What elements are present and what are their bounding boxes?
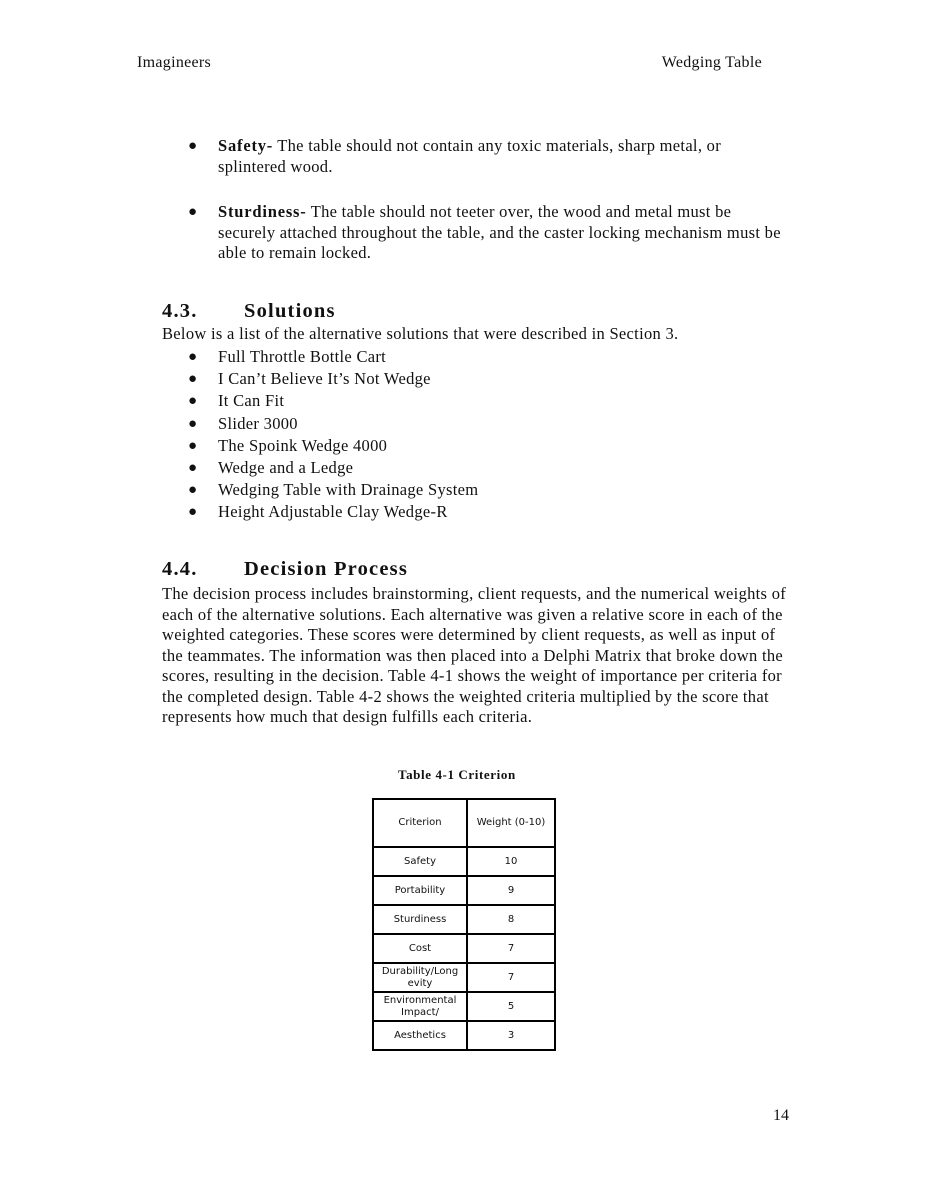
table-row (373, 905, 555, 934)
solutions-intro: Below is a list of the alternative solutions that were described in Section 3. (162, 324, 679, 343)
list-item (162, 368, 478, 390)
table-header-row (373, 799, 555, 847)
table-cell-weight: 10 (467, 847, 555, 876)
table-row (373, 934, 555, 963)
requirement-list (162, 202, 792, 264)
table-cell-criterion: Environmental Impact/ (373, 992, 467, 1021)
table-cell-criterion: Durability/Long evity (373, 963, 467, 992)
list-item (162, 435, 478, 457)
list-item (162, 479, 478, 501)
list-item (162, 457, 478, 479)
table-row (373, 847, 555, 876)
list-item (162, 413, 478, 435)
requirement-term: Sturdiness- (218, 202, 307, 221)
table-cell-weight: 5 (467, 992, 555, 1021)
section-title: Decision Process (244, 558, 409, 580)
table-row (373, 963, 555, 992)
bullet-icon: ● (188, 349, 198, 365)
table-caption: Table 4-1 Criterion (398, 767, 516, 782)
requirement-term: Safety- (218, 136, 274, 155)
table-header-cell: Weight (0-10) (467, 799, 555, 847)
bullet-icon: ● (188, 482, 198, 499)
bullet-icon: ● (188, 437, 198, 454)
page-number: 14 (773, 1107, 789, 1124)
requirement-text: The table should not teeter over, the wood and metal must be securely attached throughout the table, and the caster locking mechanism must be able to remain locked. (218, 202, 781, 262)
table-cell-weight: 7 (467, 963, 555, 992)
list-item-text: Wedge and a Ledge (218, 458, 354, 478)
solutions-list (162, 346, 478, 524)
table-cell-criterion: Aesthetics (373, 1021, 467, 1050)
list-item (162, 501, 478, 523)
list-item (162, 346, 478, 368)
table-row (373, 876, 555, 905)
table-cell-weight: 7 (467, 934, 555, 963)
table-cell-criterion: Sturdiness (373, 905, 467, 934)
table-header-cell: Criterion (373, 799, 467, 847)
table-row (373, 992, 555, 1021)
list-item-text: I Can’t Believe It’s Not Wedge (218, 369, 431, 389)
section-heading-decision (162, 558, 408, 581)
list-item-text: Height Adjustable Clay Wedge-R (218, 502, 448, 522)
header-right: Wedging Table (661, 54, 762, 71)
bullet-icon: ● (188, 415, 198, 432)
list-item-text: The Spoink Wedge 4000 (218, 435, 388, 455)
criterion-table (372, 798, 556, 1051)
section-number: 4.4. (162, 558, 198, 580)
section-heading-solutions (162, 300, 336, 323)
decision-paragraph: The decision process includes brainstorming, client requests, and the numerical weights of each of the alternative solutions. Each alternative was given a relative score in each of the weighted categories. These scores were determined by client requests, as well as input of the teammates. The information was then placed into a Delphi Matrix that broke down the scores, resulting in the decision. Table 4-1 shows the weight of importance per criteria for the completed design. Table 4-2 shows the weighted criteria multiplied by the score that represents how much that design fulfills each criteria. (162, 584, 787, 726)
table-cell-weight: 9 (467, 876, 555, 905)
list-item-text: Wedging Table with Drainage System (218, 480, 479, 500)
requirement-text: The table should not contain any toxic materials, sharp metal, or splintered wood. (218, 136, 722, 176)
section-number: 4.3. (162, 300, 198, 322)
table-cell-criterion: Cost (373, 934, 467, 963)
bullet-icon: ● (188, 138, 198, 154)
table-cell-criterion: Portability (373, 876, 467, 905)
table-cell-weight: 8 (467, 905, 555, 934)
requirement-item (162, 202, 792, 264)
requirement-item (162, 136, 792, 177)
requirement-list (162, 136, 792, 177)
table-cell-weight: 3 (467, 1021, 555, 1050)
list-item-text: Slider 3000 (218, 413, 298, 433)
bullet-icon: ● (188, 204, 198, 220)
section-title: Solutions (244, 300, 336, 322)
list-item (162, 390, 478, 412)
header-left: Imagineers (137, 54, 212, 71)
table-cell-criterion: Safety (373, 847, 467, 876)
bullet-icon: ● (188, 460, 198, 477)
bullet-icon: ● (188, 371, 198, 388)
table-row (373, 1021, 555, 1050)
list-item-text: Full Throttle Bottle Cart (218, 347, 387, 366)
bullet-icon: ● (188, 504, 198, 521)
list-item-text: It Can Fit (218, 391, 285, 411)
bullet-icon: ● (188, 393, 198, 410)
